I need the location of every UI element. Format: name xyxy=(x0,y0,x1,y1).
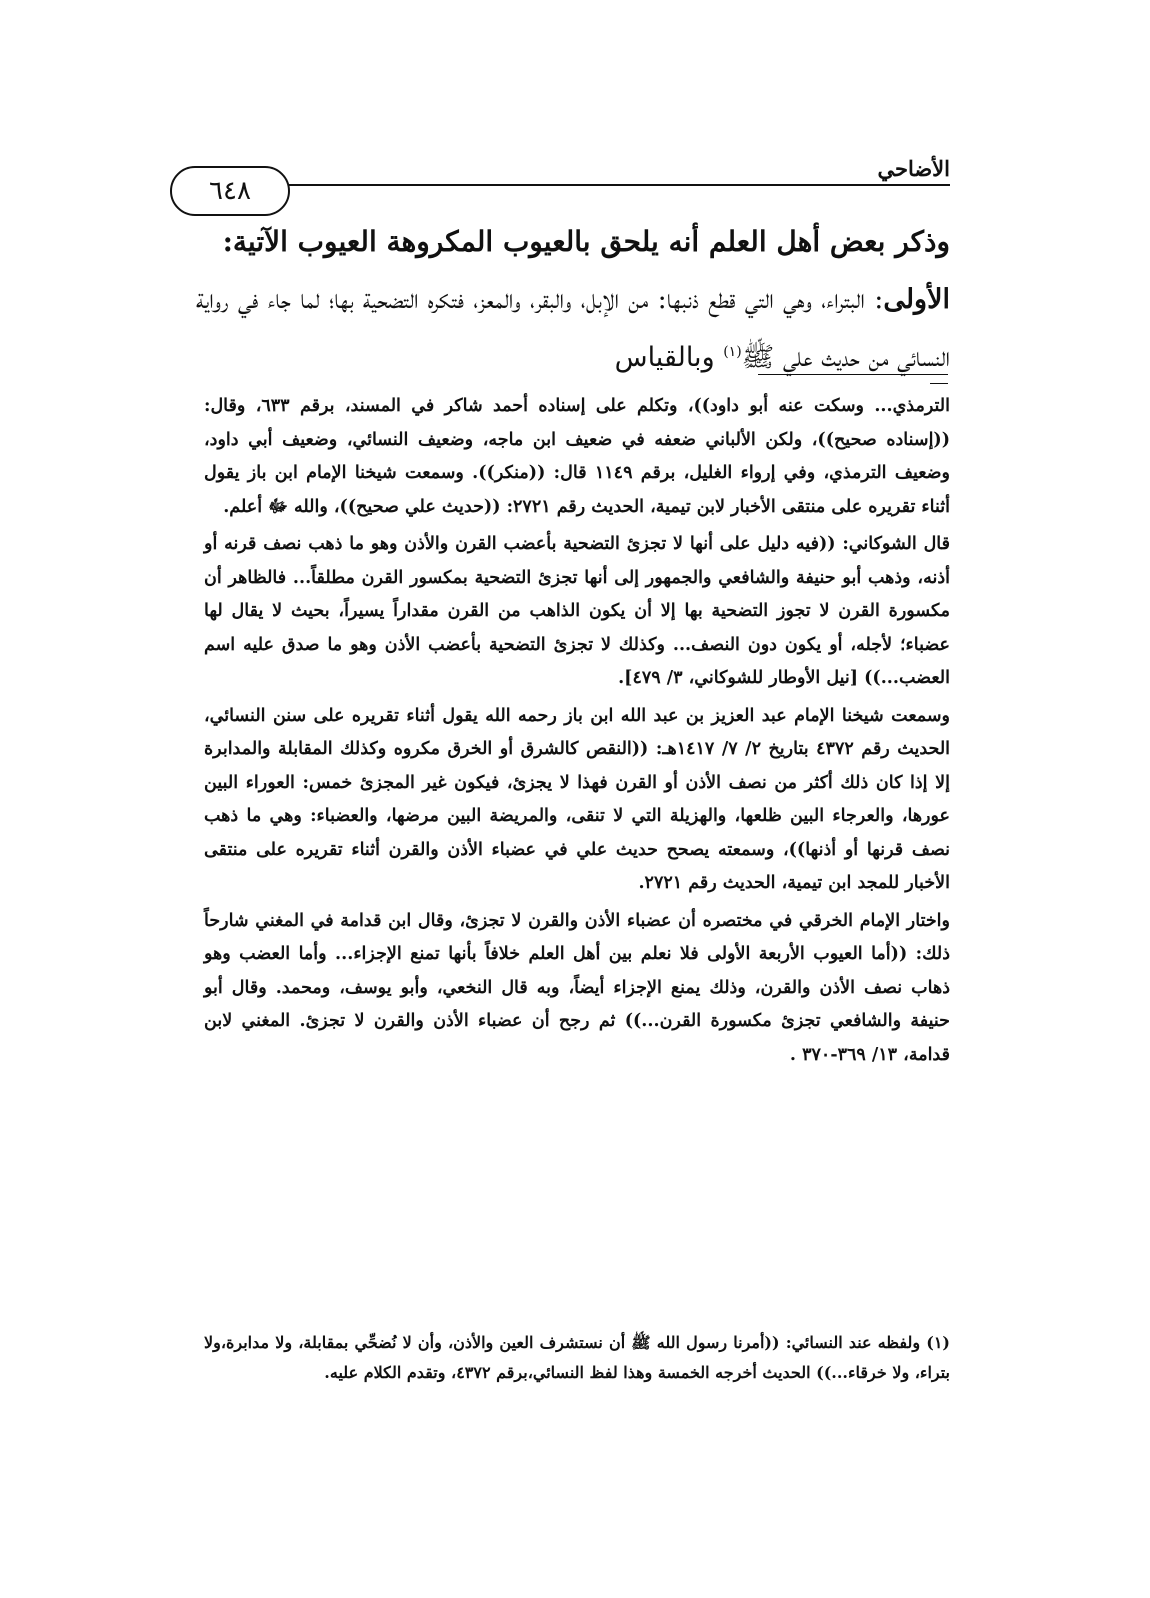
note-paragraph: وسمعت شيخنا الإمام عبد العزيز بن عبد الله ابن باز رحمه الله يقول أثناء تقريره على سنن النسائي، الحديث رقم ٤٣٧٢ بتاريخ ٢/ ٧/ ١٤١٧هـ: ((النقص كالشرق أو الخرق مكروه وكذلك المقابلة والمدابرة إلا إذا كان ذلك أكثر من نصف الأذن أو القرن فهذا لا يجزئ، فيكون غير المجزئ خمس: العوراء البين عورها، والعرجاء البين ظلعها، والهزيلة التي لا تنقى، والمريضة البين مرضها، والعضباء: وهي ما ذهب نصف قرنها أو أذنها))، وسمعته يصحح حديث علي في عضباء الأذن والقرن أثناء تقريره على منتقى الأخبار للمجد ابن تيمية، الحديث رقم ٢٧٢١. xyxy=(204,705,951,893)
first-paragraph xyxy=(196,271,950,387)
footnote-text: (١) ولفظه عند النسائي: ((أمرنا رسول الله ﷺ أن نستشرف العين والأذن، وأن لا نُضحِّي بمقابلة، ولا مدابرة،ولا بتراء، ولا خرقاء...)) الحديث أخرجه الخمسة وهذا لفظ النسائي،برقم ٤٣٧٢، وتقدم الكلام عليه. xyxy=(204,1333,950,1382)
note-paragraph: واختار الإمام الخرقي في مختصره أن عضباء الأذن والقرن لا تجزئ، وقال ابن قدامة في المغني شارحاً ذلك: ((أما العيوب الأربعة الأولى فلا نعلم بين أهل العلم خلافاً بأنها تمنع الإجزاء... وأما العضب وهو ذهاب نصف الأذن والقرن، وذلك يمنع الإجزاء أيضاً، وبه قال النخعي، وأبو يوسف، ومحمد. وقال أبو حنيفة والشافعي تجزئ مكسورة القرن...)) ثم رجح أن عضباء الأذن والقرن لا تجزئ. المغني لابن قدامة، ١٣/ ٣٦٩-٣٧٠ . xyxy=(204,910,950,1065)
note-paragraph: الترمذي... وسكت عنه أبو داود))، وتكلم على إسناده أحمد شاكر في المسند، برقم ٦٣٣، وقال: ((إسناده صحيح))، ولكن الألباني ضعفه في ضعيف ابن ماجه، وضعيف النسائي، وضعيف أبي داود، وضعيف الترمذي، وفي إرواء الغليل، برقم ١١٤٩ قال: ((منكر)). وسمعت شيخنا الإمام ابن باز يقول أثناء تقريره على منتقى الأخبار لابن تيمية، الحديث رقم ٢٧٢١: ((حديث علي صحيح))، والله ﷻ أعلم. xyxy=(204,396,950,517)
section-heading: وذكر بعض أهل العلم أنه يلحق بالعيوب المكروهة العيوب الآتية: xyxy=(222,225,950,258)
header-rule xyxy=(240,184,950,186)
footnote-ref[interactable]: (١) xyxy=(723,344,742,360)
running-title: الأضاحي xyxy=(877,156,950,181)
footnote-1 xyxy=(204,1328,950,1388)
page-number-badge xyxy=(170,166,290,216)
first-tail: وبالقياس xyxy=(614,342,724,373)
first-text: : البتراء، وهي التي قطع ذنبها: من الإبل، والبقر، والمعز، فتكره التضحية بها؛ لما جاء في رواية النسائي من حديث علي ﷺ xyxy=(196,284,950,373)
first-label: الأولى xyxy=(883,284,950,315)
main-text xyxy=(196,213,950,387)
note-paragraph: قال الشوكاني: ((فيه دليل على أنها لا تجزئ التضحية بأعضب القرن والأذن وهو ما ذهب نصف قرنه أو أذنه، وذهب أبو حنيفة والشافعي والجمهور إلى أنها تجزئ التضحية بمكسور القرن مطلقاً... فالظاهر أن مكسورة القرن لا تجوز التضحية بها إلا أن يكون الذاهب من القرن مقداراً يسيراً، بحيث لا يقال لها عضباء؛ لأجله، أو يكون دون النصف... وكذلك لا تجزئ التضحية بأعضب الأذن وهو ما صدق عليه اسم العضب...)) [نيل الأوطار للشوكاني، ٣/ ٤٧٩]. xyxy=(204,534,950,688)
continued-footnote xyxy=(204,390,950,1076)
page-number: ٦٤٨ xyxy=(209,176,251,206)
footnote-separator-tick xyxy=(930,383,948,384)
footnote-separator xyxy=(758,374,948,375)
